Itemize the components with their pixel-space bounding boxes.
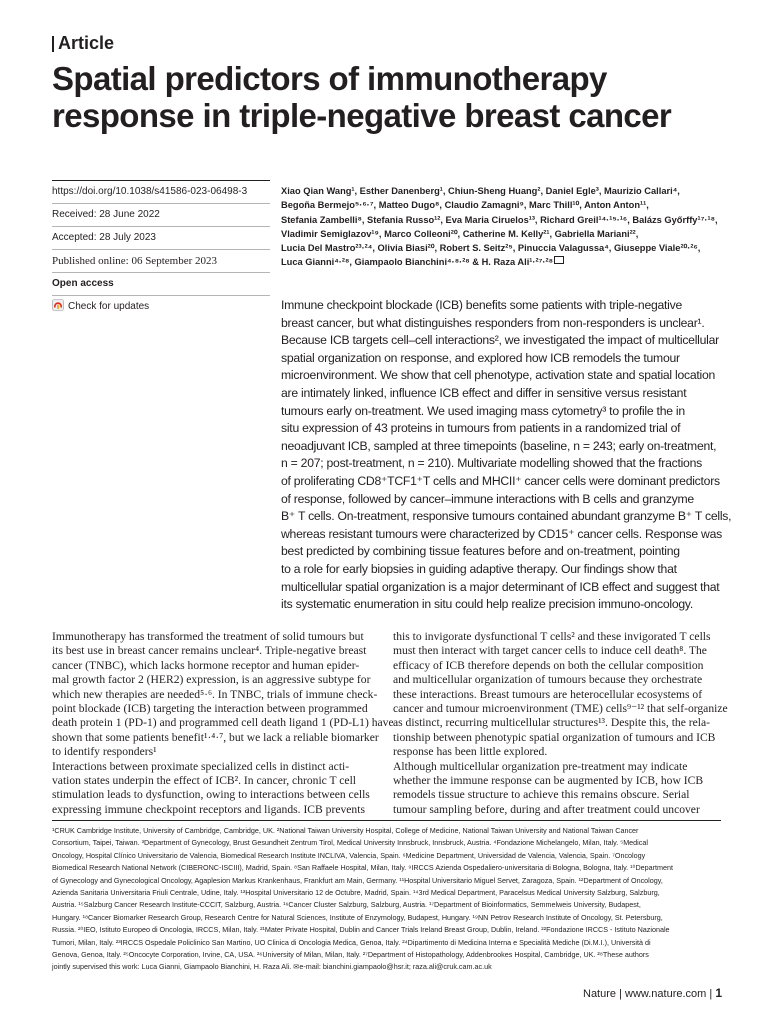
title-line: Spatial predictors of immunotherapy <box>52 60 607 97</box>
affiliation-line: jointly supervised this work: Luca Gianni, Giampaolo Bianchini, H. Raza Ali. ✉e-mail: bianchini.giampaolo@hsr.it; raza.ali@cruk.cam.ac.uk <box>52 962 492 972</box>
affiliation-line: Azienda Sanitaria Universitaria Friuli Centrale, Udine, Italy. ¹³Hospital Universitario 12 de Octubre, Madrid, Spain. ¹⁴3rd Medical Department, Paracelsus Medical University Salzburg, Salzburg, <box>52 888 660 898</box>
body-line: remodels tissue structure to achieve this remains obscure. Serial <box>393 788 690 802</box>
body-line: whether the immune response can be augmented by ICB, how ICB <box>393 774 704 788</box>
affiliations-divider <box>52 820 721 821</box>
author-line-with-corresponding <box>281 255 751 269</box>
body-line: must then interact with target cancer cells to induce cell death⁸. The <box>393 644 707 658</box>
body-line: stimulation leads to dysfunction, owing to interactions between cells <box>52 788 370 802</box>
check-for-updates-icon <box>52 299 64 311</box>
doi-link[interactable]: https://doi.org/10.1038/s41586-023-06498-3 <box>52 180 270 203</box>
body-line: this to invigorate dysfunctional T cells² and these invigorated T cells <box>393 630 711 643</box>
body-column-left <box>52 630 394 817</box>
affiliation-line: Oncology, Hospital Clínico Universitario de Valencia, Biomedical Research Institute INCLIVA, Valencia, Spain. ⁶Medicine Department, Universidad de Valencia, Valencia, Spain. ⁷Oncology <box>52 850 646 860</box>
affiliation-line: Austria. ¹⁵Salzburg Cancer Research Institute-CCCIT, Salzburg, Austria. ¹⁶Cancer Cluster Salzburg, Salzburg, Austria. ¹⁷Department of Bioinformatics, Semmelweis University, Budapest, <box>52 900 641 910</box>
accepted-date: Accepted: 28 July 2023 <box>52 226 270 249</box>
affiliation-line: Russia. ²⁰IEO, Istituto Europeo di Oncologia, IRCCS, Milan, Italy. ²¹Mater Private Hospital, Dublin and Cancer Trials Ireland Breast Group, Dublin, Ireland. ²²Fondazione IRCCS - Istituto Nazionale <box>52 925 670 935</box>
body-line: point blockade (ICB) targeting the interaction between programmed <box>52 702 368 716</box>
affiliation-line: Tumori, Milan, Italy. ²³IRCCS Ospedale Policlinico San Martino, UO Clinica di Oncologia Medica, Genoa, Italy. ²⁴Dipartimento di Medicina Interna e Specialità Mediche (Di.M.I.), Università di <box>52 937 651 947</box>
abstract-line: neoadjuvant ICB, sampled at three timepoints (baseline, n = 243; early on-treatment, <box>281 438 717 453</box>
body-line: shown that some patients benefit¹·⁴·⁷, but we lack a reliable biomarker <box>52 730 379 744</box>
article-title <box>52 60 752 134</box>
body-line: its best use in breast cancer remains unclear⁴. Triple-negative breast <box>52 644 367 658</box>
author-line: Stefania Zambelli⁸, Stefania Russo¹², Eva Maria Ciruelos¹³, Richard Greil¹⁴·¹⁵·¹⁶, Balázs Győrffy¹⁷·¹⁸, <box>281 214 718 225</box>
body-line: to identify responders¹ <box>52 745 157 759</box>
check-for-updates-link[interactable] <box>52 295 270 318</box>
body-line: Although multicellular organization pre-treatment may indicate <box>393 759 688 773</box>
abstract <box>281 297 732 614</box>
author-line: Lucia Del Mastro²³·²⁴, Olivia Biasi²⁰, Robert S. Seitz²⁵, Pinuccia Valagussa⁴, Giuseppe Viale²⁰·²⁶, <box>281 243 701 254</box>
affiliation-line: of Gynecology and Gynecological Oncology, Agaplesion Markus Krankenhaus, Frankfurt am Main, Germany. ¹¹Hospital Universitario Miguel Servet, Zaragoza, Spain. ¹²Department of Oncology, <box>52 875 663 885</box>
page-footer <box>583 986 722 1001</box>
abstract-line: microenvironment. We show that cell phenotype, activation state and spatial location <box>281 368 716 383</box>
abstract-line: are intimately linked, influence ICB effect and differ in sensitive versus resistant <box>281 385 687 400</box>
published-date: Published online: 06 September 2023 <box>52 249 270 272</box>
open-access-label: Open access <box>52 272 270 295</box>
body-line: response has been little explored. <box>393 745 548 759</box>
article-type-label: Article <box>58 33 115 53</box>
body-line: cancer (TNBC), which lacks hormone receptor and human epider- <box>52 658 360 672</box>
affiliation-line: Consortium, Taipei, Taiwan. ³Department of Gynecology, Brust Gesundheit Zentrum Tirol, Medical University Innsbruck, Innsbruck, Austria. ⁴Fondazione Michelangelo, Milan, Italy. ⁵Medical <box>52 838 648 848</box>
body-column-right <box>393 630 728 817</box>
abstract-line: n = 207; post-treatment, n = 210). Multivariate modelling showed that the fractions <box>281 456 702 471</box>
body-line: Interactions between proximate specialized cells in distinct acti- <box>52 759 350 773</box>
abstract-line: whereas resistant tumours were characterized by CD15⁺ cancer cells. Response was <box>281 526 722 541</box>
author-line: Begoña Bermejo⁵·⁶·⁷, Matteo Dugo⁸, Claudio Zamagni⁹, Marc Thill¹⁰, Anton Anton¹¹, <box>281 200 649 211</box>
author-list <box>281 184 751 270</box>
body-line: these interactions. Breast tumours are heterocellular ecosystems of <box>393 687 703 701</box>
body-line: cancer and tumour microenvironment (TME) cells⁹⁻¹² that self-organize <box>393 702 728 716</box>
title-line: response in triple-negative breast cancer <box>52 97 672 134</box>
body-line: vation states underpin the effect of ICB². In cancer, chronic T cell <box>52 774 357 788</box>
abstract-line: of proliferating CD8⁺TCF1⁺T cells and MHCII⁺ cancer cells were dominant predictors <box>281 473 720 488</box>
body-line: and multicellular organization of tumours because they orchestrate <box>393 673 703 687</box>
received-date: Received: 28 June 2022 <box>52 203 270 226</box>
abstract-line: multicellular spatial organization is a major determinant of ICB effect and suggest that <box>281 579 720 594</box>
abstract-line: Because ICB targets cell–cell interactions², we investigated the impact of multicellular <box>281 333 719 348</box>
abstract-line: situ expression of 43 proteins in tumours from patients in a randomized trial of <box>281 421 681 436</box>
envelope-icon[interactable] <box>554 256 564 264</box>
body-line: as distinct, recurring multicellular structures¹³. Despite this, the rela- <box>393 716 710 730</box>
body-line: mal growth factor 2 (HER2) expression, is an aggressive subtype for <box>52 673 371 687</box>
footer-separator: | <box>709 988 713 1000</box>
affiliation-line: Biomedical Research National Network (CIBERONC-ISCIII), Madrid, Spain. ⁸San Raffaele Hospital, Milan, Italy. ⁹IRCCS Azienda Ospedaliero-universitaria di Bologna, Bologna, Italy. ¹⁰Department <box>52 863 673 873</box>
abstract-line: of response, followed by cancer–immune interactions with B cells and granzyme <box>281 491 694 506</box>
abstract-line: breast cancer, but what distinguishes responders from non-responders is unclear¹. <box>281 315 705 330</box>
body-line: tionship between phenotypic spatial organization of tumours and ICB <box>393 730 716 744</box>
body-line: expressing immune checkpoint receptors and ligands. ICB prevents <box>52 802 365 816</box>
author-line: Xiao Qian Wang¹, Esther Danenberg¹, Chiun-Sheng Huang², Daniel Egle³, Maurizio Callari⁴, <box>281 186 680 196</box>
article-metadata <box>52 180 270 318</box>
affiliation-line: Genova, Genoa, Italy. ²⁵Oncocyte Corporation, Irvine, CA, USA. ²⁶University of Milan, Milan, Italy. ²⁷Department of Histopathology, Addenbrookes Hospital, Cambridge, UK. ²⁸These authors <box>52 950 649 960</box>
check-for-updates-label: Check for updates <box>68 301 150 312</box>
abstract-line: best predicted by combining tissue features before and on-treatment, pointing <box>281 544 680 559</box>
affiliation-line: ¹CRUK Cambridge Institute, University of Cambridge, Cambridge, UK. ²National Taiwan University Hospital, College of Medicine, National Taiwan University and National Taiwan Cancer <box>52 826 639 835</box>
footer-separator: | <box>619 988 622 1000</box>
abstract-line: to a role for early biopsies in guiding adaptive therapy. Our findings show that <box>281 561 677 576</box>
body-line: efficacy of ICB therefore depends on both the cellular composition <box>393 658 704 672</box>
journal-name: Nature <box>583 988 617 1000</box>
abstract-line: B⁺ T cells. On-treatment, responsive tumours contained abundant granzyme B⁺ T cells, <box>281 509 732 524</box>
journal-website-link[interactable]: www.nature.com <box>625 988 707 1000</box>
author-line: Vladimir Semiglazov¹⁹, Marco Colleoni²⁰, Catherine M. Kelly²¹, Gabriella Mariani²², <box>281 228 639 239</box>
affiliations <box>52 825 732 974</box>
abstract-line: Immune checkpoint blockade (ICB) benefits some patients with triple-negative <box>281 298 682 312</box>
kicker-rule <box>52 36 54 52</box>
body-line: tumour sampling before, during and after treatment could uncover <box>393 802 700 816</box>
body-line: which new therapies are needed⁵·⁶. In TNBC, trials of immune check- <box>52 687 378 701</box>
page-number: 1 <box>715 986 722 1000</box>
abstract-line: tumours early on-treatment. We used imaging mass cytometry³ to profile the in <box>281 403 685 418</box>
abstract-line: spatial organization on response, and explored how ICB remodels the tumour <box>281 350 680 365</box>
abstract-line: its systematic enumeration in situ could help realize precision immuno-oncology. <box>281 597 693 612</box>
body-line: Immunotherapy has transformed the treatment of solid tumours but <box>52 630 364 643</box>
author-line: Luca Gianni⁴·²⁸, Giampaolo Bianchini⁴·⁸·²⁸ & H. Raza Ali¹·²⁷·²⁸ <box>281 257 553 268</box>
body-line: death protein 1 (PD-1) and programmed cell death ligand 1 (PD-L1) have <box>52 716 394 730</box>
affiliation-line: Hungary. ¹⁸Cancer Biomarker Research Group, Research Centre for Natural Sciences, Institute of Enzymology, Budapest, Hungary. ¹⁹NN Petrov Research Institute of Oncology, St. Petersburg, <box>52 912 663 922</box>
